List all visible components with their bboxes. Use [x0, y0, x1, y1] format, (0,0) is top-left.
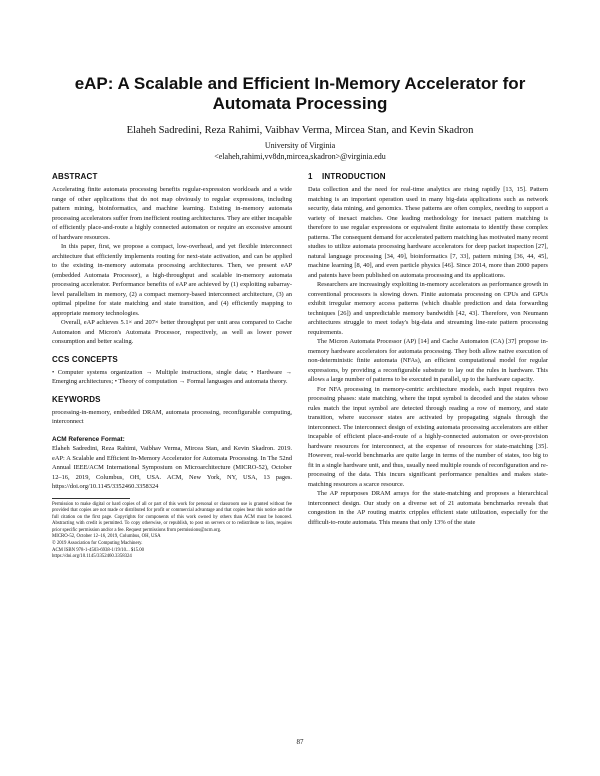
intro-paragraph: Researchers are increasingly exploiting in-memory accelerators as performance growth in conventional processors is slowing down. Finite automata processing on CPUs and GPUs exhibit irregular memory access patterns (which disable prediction and data forwarding techniques [26]) and unpredictable memory bandwidth [42, 43]. Therefore, von Neumann architectures struggle to meet today's big-data and streaming line-rate pattern processing requirements. [308, 281, 548, 336]
keywords-section [52, 395, 292, 427]
ccs-heading: CCS CONCEPTS [52, 354, 118, 364]
permission-text: Permission to make digital or hard copies of all or part of this work for personal or classroom use is granted without fee provided that copies are not made or distributed for profit or commercial advantage and that copies bear this notice and the full citation on the first page. Copyrights for components of this work owned by others than ACM must be honored. Abstracting with credit is permitted. To copy otherwise, or republish, to post on servers or to redistribute to lists, requires prior specific permission and/or a fee. Request permissions from permissions@acm.org. [52, 501, 292, 533]
section-title: INTRODUCTION [322, 172, 386, 181]
affiliation: University of Virginia [264, 141, 336, 150]
paper-title: eAP: A Scalable and Efficient In-Memory Accelerator for Automata Processing [74, 74, 526, 113]
abstract-paragraph: Overall, eAP achieves 5.1× and 207× better throughput per unit area compared to Cache Automaton and Micron's Automata Processor, respectively, as well as lower power consumption and better scaling. [52, 319, 292, 345]
keywords-heading: KEYWORDS [52, 394, 101, 404]
abstract-section [52, 172, 292, 347]
acm-reference-heading: ACM Reference Format: [52, 435, 125, 443]
conference-info: MICRO-52, October 12–16, 2019, Columbus, OH, USA [52, 534, 161, 540]
right-column [308, 172, 548, 527]
acm-reference-section [52, 435, 292, 492]
permission-block [52, 502, 292, 561]
intro-paragraph: For NFA processing in memory-centric architecture models, each input requires two processing phases: state matching, where the input symbol is decoded and the states whose rules match the input symbol are detected through reading a row of memory, and state transition, where successor states are activated by propagating signals through the interconnect. The interconnect design of existing automata processing accelerators are either incapable of efficient place-and-route of a highly-connected automaton or over-provision hardware resources for interconnect, at the expense of resources for state-matching [35]. However, real-world benchmarks are quite large in terms of the number of states, too big to fit in a single hardware unit, and thus, usually need multiple rounds of reconfiguration and re-processing of the data. This incurs significant performance penalties and makes state-matching resources a scarce resource. [308, 385, 548, 488]
footnote-divider [52, 498, 130, 499]
ccs-concepts-section [52, 355, 292, 387]
abstract-heading: ABSTRACT [52, 172, 98, 181]
author-list: Elaheh Sadredini, Reza Rahimi, Vaibhav Verma, Mircea Stan, and Kevin Skadron [126, 125, 474, 136]
ccs-text: • Computer systems organization → Multiple instructions, single data; • Hardware → Emerging architectures; • Theory of computation → Formal languages and automata theory. [52, 368, 292, 385]
introduction-section [308, 172, 548, 527]
intro-paragraph: The Micron Automata Processor (AP) [14] and Cache Automaton (CA) [37] propose in-memory hardware accelerators for automata processing. They both allow native execution of non-deterministic finite automata (NFAs), an efficient computational model for regular expressions, by providing a reconfigurable substrate to lay out the rules in hardware. This allows a large number of patterns to be executed in parallel, up to the hardware capacity. [308, 338, 548, 383]
introduction-heading [308, 172, 548, 182]
keywords-text: processing-in-memory, embedded DRAM, automata processing, reconfigurable computing, interconnect [52, 408, 292, 425]
doi-link[interactable]: https://doi.org/10.1145/3352460.3358324 [52, 554, 132, 560]
intro-paragraph: The AP repurposes DRAM arrays for the state-matching and proposes a hierarchical interconnect design. Our study on a diverse set of 21 automata benchmarks reveals that congestion in the AP routing matrix cripples efficient state utilization, especially for the difficult-to-route automata. This means that only 13% of the state [308, 490, 548, 526]
abstract-paragraph: Accelerating finite automata processing benefits regular-expression workloads and a wide range of other applications that do not map obviously to regular expressions, including pattern mining, bioinformatics, and machine learning. Existing in-memory automata processing accelerators suffer from inefficient routing architectures. They are either incapable of efficiently place-and-route a highly connected automaton or require an excessive amount of hardware resources. [52, 186, 292, 241]
left-column [52, 172, 292, 561]
page-number: 87 [296, 738, 304, 746]
isbn-line: ACM ISBN 978-1-4503-6938-1/19/10... $15.00 [52, 547, 145, 553]
intro-paragraph: Data collection and the need for real-time analytics are rising rapidly [13, 15]. Pattern matching is an important operation used in many big-data applications such as network security, data mining, and genomics. These patterns are often complex, needing to support a variety of inexact matches. One leading methodology for inexact pattern matching is therefore to use regular expressions or equivalent finite automata to identify these complex patterns. The consequent demand for accelerated pattern matching has motivated many recent studies to utilize automata processing hardware accelerators for deep packet inspection [27], natural language processing [34, 49], bioinformatics [7, 33], pattern mining [36, 44, 45], machine learning [8, 40], and even particle physics [46]. Since 2014, more than 2000 papers and patents have been published on automata processing and its applications. [308, 186, 548, 279]
acm-reference-text: Elaheh Sadredini, Reza Rahimi, Vaibhav Verma, Mircea Stan, and Kevin Skadron. 2019. eAP: A Scalable and Efficient In-Memory Accelerator for Automata Processing. In The 52nd Annual IEEE/ACM International Symposium on Microarchitecture (MICRO-52), October 12–16, 2019, Columbus, OH, USA. ACM, New York, NY, USA, 13 pages. https://doi.org/10.1145/3352460.3358324 [52, 445, 292, 490]
abstract-paragraph: In this paper, first, we propose a compact, low-overhead, and yet flexible interconnect architecture that efficiently implements routing for next-state activation, and can be applied to the existing in-memory automata processing architectures. Then, we present eAP (embedded Automata Processor), a high-throughput and scalable in-memory automata processing accelerator. Performance benefits of eAP are achieved by (1) exploiting subarray-level parallelism in memory, (2) a compact memory-based interconnect architecture, (3) an optimal pipeline for state matching and state transition, and (4) efficiently mapping to appropriate memory technologies. [52, 243, 292, 317]
section-number: 1 [308, 172, 313, 181]
copyright-notice: © 2019 Association for Computing Machinery. [52, 541, 143, 547]
author-email: <elaheh,rahimi,vv8dn,mircea,skadron>@virginia.edu [214, 152, 386, 161]
affiliation-block [40, 140, 560, 162]
